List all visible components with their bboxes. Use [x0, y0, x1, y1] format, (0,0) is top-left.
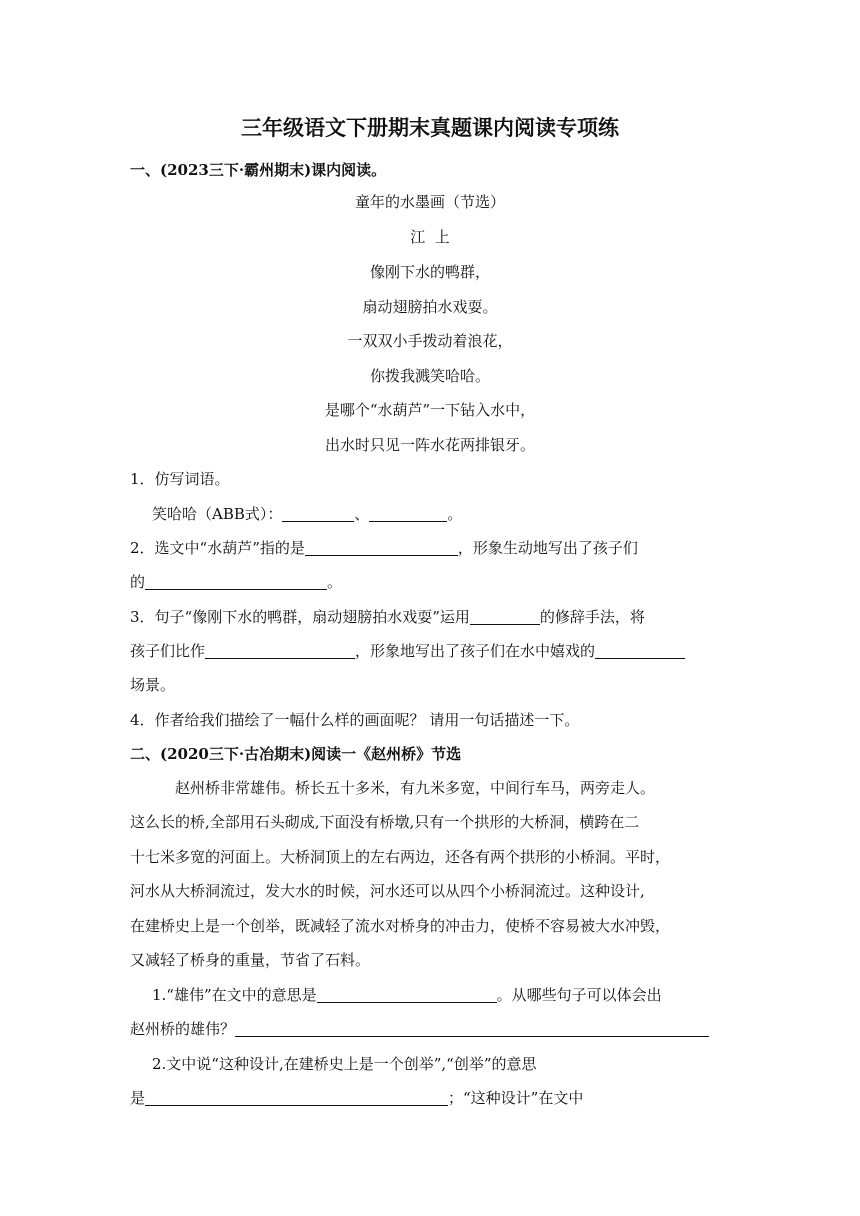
answer-blank[interactable]: [145, 573, 327, 590]
passage-line: 河水从大桥洞流过，发大水的时候，河水还可以从四个小桥洞流过。这种设计,: [130, 882, 645, 900]
question-1-1: 1．仿写词语。: [130, 470, 230, 488]
poem-line: 出水时只见一阵水花两排银牙。: [324, 436, 535, 454]
poem-line: 像刚下水的鸭群，: [369, 263, 490, 281]
question-1-2: 2．选文中“水葫芦”指的是 ，形象生动地写出了孩子们: [130, 539, 638, 557]
answer-blank[interactable]: [305, 539, 458, 556]
passage-line: 十七米多宽的河面上。大桥洞顶上的左右两边，还各有两个拱形的小桥洞。平时，: [130, 848, 671, 866]
answer-blank[interactable]: [235, 1020, 709, 1037]
answer-blank[interactable]: [595, 642, 685, 659]
answer-blank[interactable]: [282, 505, 354, 522]
question-1-4: 4．作者给我们描绘了一幅什么样的画面呢？ 请用一句话描述一下。: [130, 711, 580, 729]
poem-line: 一双双小手拨动着浪花，: [347, 332, 513, 350]
passage-line: 在建桥史上是一个创举，既减轻了流水对桥身的冲击力，使桥不容易被大水冲毁，: [130, 917, 671, 935]
section1-heading: 一、(2023三下·霸州期末)课内阅读。: [130, 161, 387, 179]
poem-line: 是哪个“水葫芦”一下钻入水中，: [324, 401, 536, 419]
question-1-3-cont: 孩子们比作 ，形象地写出了孩子们在水中嬉戏的: [130, 641, 730, 661]
passage-line: 这么长的桥,全部用石头砌成,下面没有桥墩,只有一个拱形的大桥洞，横跨在二: [130, 813, 640, 831]
passage-line: 赵州桥非常雄伟。桥长五十多米，有九米多宽，中间行车马，两旁走人。: [175, 779, 656, 797]
poem-subtitle: 江 上: [410, 228, 450, 246]
question-2-2: 2.文中说“这种设计,在建桥史上是一个创举”,“创举”的意思: [152, 1055, 537, 1073]
answer-blank[interactable]: [205, 642, 355, 659]
section2-heading: 二、(2020三下·古冶期末)阅读一《赵州桥》节选: [130, 745, 462, 763]
passage-line: 又减轻了桥身的重量，节省了石料。: [130, 951, 371, 969]
question-1-2-cont: 的 。: [130, 573, 343, 591]
document-title: 三年级语文下册期末真题课内阅读专项练: [241, 115, 619, 140]
question-2-2-cont: 是 ；“这种设计”在文中: [130, 1089, 584, 1107]
answer-blank[interactable]: [470, 608, 540, 625]
question-1-3: 3．句子“像刚下水的鸭群，扇动翅膀拍水戏耍”运用 的修辞手法，将: [130, 608, 645, 626]
question-2-1: 1.“雄伟”在文中的意思是 。从哪些句子可以体会出: [152, 986, 662, 1004]
answer-blank[interactable]: [369, 505, 447, 522]
poem-title: 童年的水墨画（节选）: [354, 193, 505, 211]
question-1-3-end: 场景。: [130, 676, 176, 694]
question-1-1-prompt: 笑哈哈（ABB式）： 、 。: [152, 505, 463, 523]
answer-blank[interactable]: [145, 1089, 448, 1106]
poem-line: 你拨我溅笑哈哈。: [369, 367, 490, 385]
poem-line: 扇动翅膀拍水戏耍。: [362, 298, 498, 316]
question-2-1-cont: 赵州桥的雄伟？: [130, 1019, 730, 1039]
answer-blank[interactable]: [317, 986, 497, 1003]
